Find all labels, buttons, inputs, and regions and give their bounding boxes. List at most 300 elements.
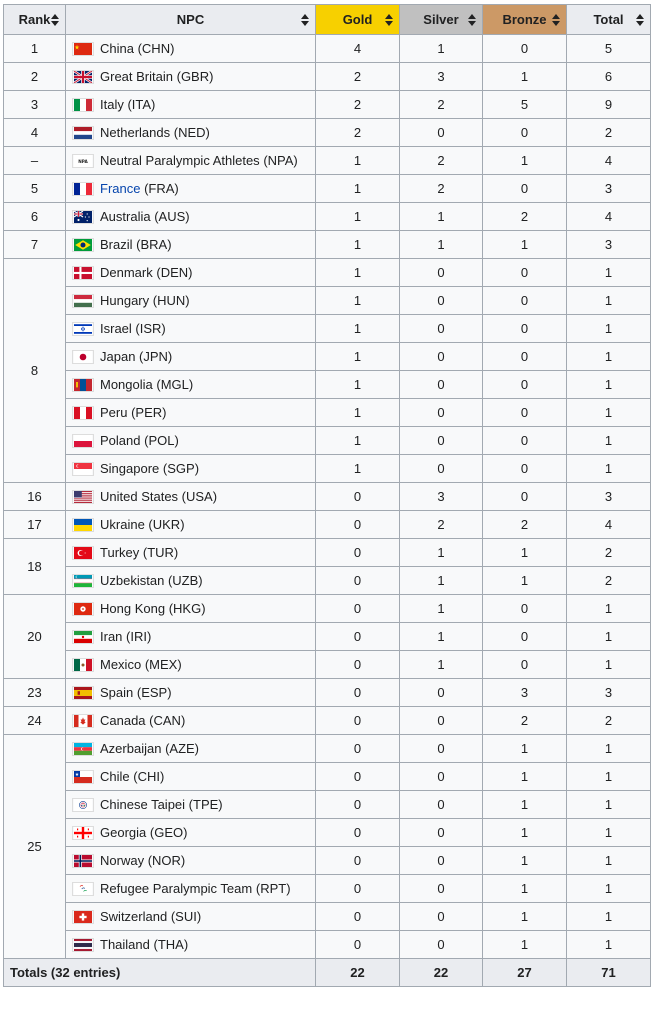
npc-cell: [66, 623, 316, 651]
flag-australia-icon[interactable]: [72, 210, 94, 224]
svg-text:NPA: NPA: [78, 159, 88, 165]
country-link[interactable]: Switzerland: [100, 908, 168, 924]
table-row: [4, 847, 651, 875]
npc-cell: [66, 231, 316, 259]
bronze-count: 1: [483, 931, 567, 959]
table-row: [4, 483, 651, 511]
gold-count: 1: [316, 259, 400, 287]
totals-row: [4, 959, 651, 987]
npc-cell: [66, 595, 316, 623]
sort-icon[interactable]: [385, 14, 393, 26]
table-row: [4, 623, 651, 651]
gold-count: 0: [316, 651, 400, 679]
silver-count: 0: [400, 903, 483, 931]
country-link[interactable]: Israel: [100, 320, 132, 336]
bronze-count: 3: [483, 679, 567, 707]
gold-count: 1: [316, 175, 400, 203]
total-count: 1: [567, 427, 651, 455]
medal-table: [3, 4, 651, 987]
country-code: (THA): [153, 936, 189, 952]
country-code: (NPA): [263, 152, 298, 168]
bronze-count: 0: [483, 427, 567, 455]
flag-canada-icon[interactable]: [72, 714, 94, 728]
table-row: [4, 903, 651, 931]
bronze-count: 5: [483, 91, 567, 119]
npc-cell: [66, 119, 316, 147]
silver-count: 2: [400, 91, 483, 119]
flag-peru-icon[interactable]: [72, 406, 94, 420]
table-row: [4, 91, 651, 119]
silver-count: 1: [400, 567, 483, 595]
npc-cell: [66, 315, 316, 343]
total-count: 1: [567, 903, 651, 931]
flag-italy-icon[interactable]: [72, 98, 94, 112]
table-row: [4, 931, 651, 959]
npc-cell: [66, 203, 316, 231]
silver-count: 1: [400, 623, 483, 651]
silver-count: 0: [400, 707, 483, 735]
total-count: 1: [567, 259, 651, 287]
country-link[interactable]: Italy: [100, 96, 124, 112]
table-row: [4, 287, 651, 315]
bronze-count: 1: [483, 903, 567, 931]
npc-cell: [66, 735, 316, 763]
totals-gold: 22: [316, 959, 400, 987]
silver-count: 0: [400, 931, 483, 959]
gold-count: 0: [316, 679, 400, 707]
total-count: 1: [567, 875, 651, 903]
gold-count: 2: [316, 91, 400, 119]
flag-great-britain-icon[interactable]: [72, 70, 94, 84]
country-link[interactable]: Singapore: [100, 460, 160, 476]
country-link[interactable]: Chile: [100, 768, 130, 784]
gold-count: 0: [316, 539, 400, 567]
total-count: 2: [567, 707, 651, 735]
total-count: 1: [567, 315, 651, 343]
table-row: [4, 147, 651, 175]
country-link[interactable]: Canada: [100, 712, 146, 728]
npc-cell: [66, 483, 316, 511]
country-link[interactable]: Japan: [100, 348, 136, 364]
country-code: (CAN): [149, 712, 186, 728]
flag-chile-icon[interactable]: [72, 770, 94, 784]
silver-count: 0: [400, 371, 483, 399]
country-code: (HUN): [152, 292, 190, 308]
bronze-count: 0: [483, 399, 567, 427]
flag-azerbaijan-icon[interactable]: [72, 742, 94, 756]
gold-count: 2: [316, 119, 400, 147]
flag-japan-icon[interactable]: [72, 350, 94, 364]
gold-count: 1: [316, 147, 400, 175]
column-header-silver[interactable]: [400, 5, 483, 35]
table-row: [4, 63, 651, 91]
gold-count: 0: [316, 931, 400, 959]
country-code: (POL): [144, 432, 179, 448]
gold-count: 1: [316, 371, 400, 399]
country-code: (TPE): [188, 796, 223, 812]
npc-cell: [66, 91, 316, 119]
npc-cell: [66, 399, 316, 427]
flag-china-icon[interactable]: [72, 42, 94, 56]
column-header-rank-label: Rank: [18, 12, 51, 27]
silver-count: 1: [400, 651, 483, 679]
column-header-total[interactable]: [567, 5, 651, 35]
bronze-count: 1: [483, 819, 567, 847]
table-row: [4, 651, 651, 679]
total-count: 1: [567, 819, 651, 847]
rank-cell: 17: [4, 511, 66, 539]
total-count: 1: [567, 399, 651, 427]
flag-brazil-icon[interactable]: [72, 238, 94, 252]
total-count: 1: [567, 791, 651, 819]
column-header-silver-label: Silver: [423, 12, 459, 27]
bronze-count: 0: [483, 623, 567, 651]
rank-cell: 18: [4, 539, 66, 595]
medal-table-body: [4, 35, 651, 959]
table-row: [4, 231, 651, 259]
flag-spain-icon[interactable]: [72, 686, 94, 700]
country-link[interactable]: Australia: [100, 208, 151, 224]
total-count: 3: [567, 175, 651, 203]
flag-israel-icon[interactable]: [72, 322, 94, 336]
bronze-count: 1: [483, 231, 567, 259]
bronze-count: 1: [483, 847, 567, 875]
bronze-count: 0: [483, 175, 567, 203]
country-link[interactable]: Refugee Paralympic Team: [100, 880, 253, 896]
silver-count: 1: [400, 231, 483, 259]
total-count: 3: [567, 483, 651, 511]
bronze-count: 0: [483, 119, 567, 147]
gold-count: 1: [316, 287, 400, 315]
silver-count: 0: [400, 847, 483, 875]
total-count: 4: [567, 203, 651, 231]
bronze-count: 2: [483, 707, 567, 735]
total-count: 4: [567, 147, 651, 175]
bronze-count: 0: [483, 595, 567, 623]
bronze-count: 0: [483, 343, 567, 371]
country-link[interactable]: Netherlands: [100, 124, 171, 140]
country-link[interactable]: Georgia: [100, 824, 147, 840]
sort-icon[interactable]: [51, 14, 59, 26]
rank-cell: 5: [4, 175, 66, 203]
country-link[interactable]: Hong Kong: [100, 600, 166, 616]
total-count: 1: [567, 931, 651, 959]
silver-count: 0: [400, 343, 483, 371]
silver-count: 2: [400, 147, 483, 175]
gold-count: 4: [316, 35, 400, 63]
rank-cell: 25: [4, 735, 66, 959]
flag-norway-icon[interactable]: [72, 854, 94, 868]
country-link[interactable]: Great Britain: [100, 68, 173, 84]
table-row: [4, 203, 651, 231]
silver-count: 0: [400, 259, 483, 287]
table-row: [4, 175, 651, 203]
flag-turkey-icon[interactable]: [72, 546, 94, 560]
medal-table-header: [4, 5, 651, 35]
gold-count: 0: [316, 847, 400, 875]
country-link[interactable]: Thailand: [100, 936, 150, 952]
country-code: (NED): [173, 124, 210, 140]
flag-hungary-icon[interactable]: [72, 294, 94, 308]
npc-cell: [66, 175, 316, 203]
table-row: [4, 455, 651, 483]
country-code: (GEO): [149, 824, 188, 840]
rank-cell: 23: [4, 679, 66, 707]
flag-hong-kong-icon[interactable]: [72, 602, 94, 616]
gold-count: 1: [316, 315, 400, 343]
country-code: (SGP): [162, 460, 200, 476]
country-code: (AZE): [165, 740, 200, 756]
country-link[interactable]: Chinese Taipei: [100, 796, 186, 812]
gold-count: 1: [316, 231, 400, 259]
npc-cell: [66, 35, 316, 63]
sort-icon[interactable]: [636, 14, 644, 26]
column-header-rank[interactable]: [4, 5, 66, 35]
flag-ukraine-icon[interactable]: [72, 518, 94, 532]
rank-cell: 7: [4, 231, 66, 259]
table-row: [4, 735, 651, 763]
sort-icon[interactable]: [301, 14, 309, 26]
total-count: 6: [567, 63, 651, 91]
total-count: 3: [567, 679, 651, 707]
total-count: 1: [567, 595, 651, 623]
silver-count: 0: [400, 875, 483, 903]
table-row: [4, 875, 651, 903]
npc-cell: [66, 819, 316, 847]
npc-cell: [66, 875, 316, 903]
totals-bronze: 27: [483, 959, 567, 987]
country-code: (GBR): [176, 68, 214, 84]
npc-cell: [66, 651, 316, 679]
flag-france-icon[interactable]: [72, 182, 94, 196]
bronze-count: 0: [483, 259, 567, 287]
column-header-gold[interactable]: [316, 5, 400, 35]
silver-count: 0: [400, 119, 483, 147]
flag-denmark-icon[interactable]: [72, 266, 94, 280]
country-link[interactable]: Spain: [100, 684, 134, 700]
country-link[interactable]: China: [100, 40, 134, 56]
gold-count: 0: [316, 567, 400, 595]
npc-cell: [66, 847, 316, 875]
country-link[interactable]: Poland: [100, 432, 141, 448]
silver-count: 0: [400, 679, 483, 707]
country-link[interactable]: Ukraine: [100, 516, 145, 532]
bronze-count: 0: [483, 651, 567, 679]
country-link[interactable]: France: [100, 180, 141, 196]
total-count: 5: [567, 35, 651, 63]
table-row: [4, 679, 651, 707]
bronze-count: 0: [483, 455, 567, 483]
bronze-count: 0: [483, 35, 567, 63]
table-row: [4, 427, 651, 455]
total-count: 1: [567, 623, 651, 651]
npc-cell: [66, 679, 316, 707]
gold-count: 0: [316, 791, 400, 819]
country-code: (BRA): [136, 236, 172, 252]
gold-count: 1: [316, 455, 400, 483]
silver-count: 0: [400, 819, 483, 847]
sort-icon[interactable]: [468, 14, 476, 26]
country-code: (UKR): [148, 516, 185, 532]
silver-count: 0: [400, 735, 483, 763]
gold-count: 0: [316, 707, 400, 735]
bronze-count: 1: [483, 567, 567, 595]
country-link[interactable]: Iran: [100, 628, 123, 644]
country-code: (TUR): [142, 544, 179, 560]
country-link[interactable]: Brazil: [100, 236, 133, 252]
column-header-npc[interactable]: [66, 5, 316, 35]
column-header-npc-label: NPC: [176, 12, 205, 27]
country-link[interactable]: Uzbekistan: [100, 572, 165, 588]
column-header-gold-label: Gold: [342, 12, 373, 27]
rank-cell: 1: [4, 35, 66, 63]
npc-cell: [66, 343, 316, 371]
silver-count: 1: [400, 35, 483, 63]
flag-singapore-icon[interactable]: [72, 462, 94, 476]
flag-npa-icon[interactable]: [72, 154, 94, 168]
bronze-count: 1: [483, 539, 567, 567]
flag-mexico-icon[interactable]: [72, 658, 94, 672]
country-code: (ITA): [127, 96, 156, 112]
silver-count: 0: [400, 427, 483, 455]
country-code: (PER): [131, 404, 167, 420]
gold-count: 0: [316, 735, 400, 763]
silver-count: 3: [400, 483, 483, 511]
country-link[interactable]: United States: [100, 488, 179, 504]
table-row: [4, 707, 651, 735]
rank-cell: 6: [4, 203, 66, 231]
flag-refugee-paralympic-team-icon[interactable]: [72, 882, 94, 896]
table-row: [4, 371, 651, 399]
gold-count: 1: [316, 203, 400, 231]
gold-count: 1: [316, 399, 400, 427]
country-link[interactable]: Norway: [100, 852, 145, 868]
flag-chinese-taipei-icon[interactable]: [72, 798, 94, 812]
silver-count: 0: [400, 399, 483, 427]
silver-count: 1: [400, 539, 483, 567]
gold-count: 1: [316, 427, 400, 455]
country-link[interactable]: Mongolia: [100, 376, 153, 392]
country-link[interactable]: Azerbaijan: [100, 740, 162, 756]
column-header-bronze[interactable]: [483, 5, 567, 35]
silver-count: 1: [400, 595, 483, 623]
total-count: 2: [567, 567, 651, 595]
npc-cell: [66, 539, 316, 567]
total-count: 1: [567, 735, 651, 763]
totals-silver: 22: [400, 959, 483, 987]
table-row: [4, 343, 651, 371]
npc-cell: [66, 427, 316, 455]
flag-mongolia-icon[interactable]: [72, 378, 94, 392]
bronze-count: 1: [483, 875, 567, 903]
country-link[interactable]: Neutral Paralympic Athletes: [100, 152, 260, 168]
silver-count: 0: [400, 287, 483, 315]
silver-count: 2: [400, 175, 483, 203]
npc-cell: [66, 791, 316, 819]
silver-count: 0: [400, 455, 483, 483]
silver-count: 3: [400, 63, 483, 91]
total-count: 2: [567, 539, 651, 567]
sort-icon[interactable]: [552, 14, 560, 26]
total-count: 1: [567, 287, 651, 315]
total-count: 2: [567, 119, 651, 147]
rank-cell: 20: [4, 595, 66, 679]
country-code: (RPT): [255, 880, 291, 896]
flag-netherlands-icon[interactable]: [72, 126, 94, 140]
silver-count: 1: [400, 203, 483, 231]
total-count: 1: [567, 455, 651, 483]
gold-count: 2: [316, 63, 400, 91]
bronze-count: 1: [483, 63, 567, 91]
npc-cell: [66, 259, 316, 287]
flag-iran-icon[interactable]: [72, 630, 94, 644]
country-code: (AUS): [154, 208, 190, 224]
country-link[interactable]: Peru: [100, 404, 128, 420]
npc-cell: [66, 707, 316, 735]
flag-switzerland-icon[interactable]: [72, 910, 94, 924]
country-link[interactable]: Mexico: [100, 656, 142, 672]
rank-cell: 8: [4, 259, 66, 483]
country-link[interactable]: Hungary: [100, 292, 150, 308]
npc-cell: [66, 287, 316, 315]
flag-poland-icon[interactable]: [72, 434, 94, 448]
gold-count: 0: [316, 819, 400, 847]
table-row: [4, 763, 651, 791]
totals-label: Totals (32 entries): [4, 959, 316, 987]
table-row: [4, 791, 651, 819]
table-row: [4, 119, 651, 147]
column-header-bronze-label: Bronze: [502, 12, 547, 27]
silver-count: 2: [400, 511, 483, 539]
flag-thailand-icon[interactable]: [72, 938, 94, 952]
table-row: [4, 595, 651, 623]
country-code: (IRI): [126, 628, 152, 644]
country-code: (MGL): [156, 376, 194, 392]
country-code: (UZB): [167, 572, 203, 588]
gold-count: 0: [316, 875, 400, 903]
country-code: (ISR): [135, 320, 166, 336]
country-link[interactable]: Turkey: [100, 544, 140, 560]
bronze-count: 0: [483, 315, 567, 343]
gold-count: 0: [316, 483, 400, 511]
country-code: (MEX): [144, 656, 182, 672]
medal-table-footer: [4, 959, 651, 987]
rank-cell: 3: [4, 91, 66, 119]
flag-united-states-icon[interactable]: [72, 490, 94, 504]
npc-cell: [66, 511, 316, 539]
flag-georgia-icon[interactable]: [72, 826, 94, 840]
rank-cell: 2: [4, 63, 66, 91]
country-link[interactable]: Denmark: [100, 264, 153, 280]
country-code: (SUI): [170, 908, 202, 924]
npc-cell: [66, 147, 316, 175]
silver-count: 0: [400, 315, 483, 343]
bronze-count: 2: [483, 511, 567, 539]
total-count: 1: [567, 651, 651, 679]
table-row: [4, 315, 651, 343]
total-count: 9: [567, 91, 651, 119]
total-count: 3: [567, 231, 651, 259]
bronze-count: 0: [483, 371, 567, 399]
table-row: [4, 259, 651, 287]
total-count: 1: [567, 343, 651, 371]
gold-count: 1: [316, 343, 400, 371]
table-row: [4, 819, 651, 847]
gold-count: 0: [316, 903, 400, 931]
total-count: 1: [567, 371, 651, 399]
flag-uzbekistan-icon[interactable]: [72, 574, 94, 588]
silver-count: 0: [400, 763, 483, 791]
